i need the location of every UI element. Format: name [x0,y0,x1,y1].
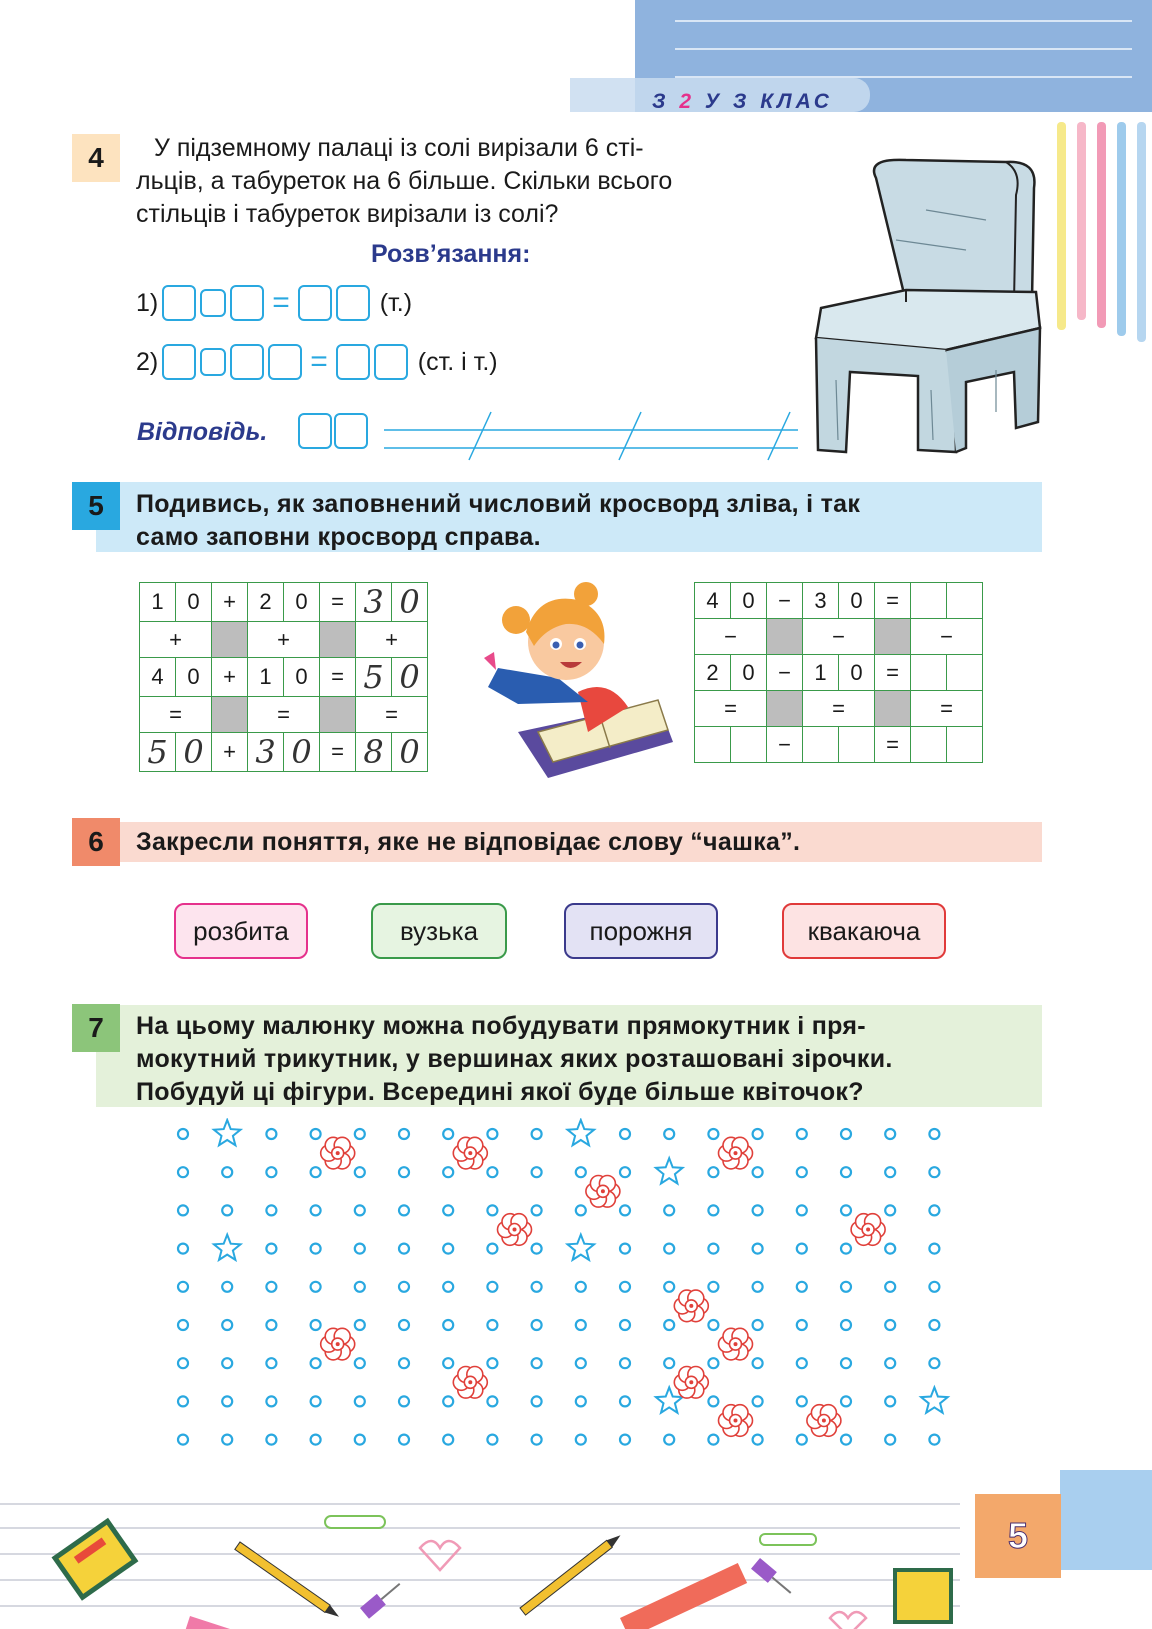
girl-reading-illustration [478,582,678,784]
blocked-cell [320,697,356,733]
grid-dot[interactable] [664,1435,674,1445]
word-chip-rozbyta[interactable]: розбита [174,903,308,959]
grid-dot[interactable] [355,1435,365,1445]
chalk-stripe [1137,122,1146,342]
grid-dot[interactable] [929,1129,939,1139]
grid-dot[interactable] [708,1244,718,1254]
crossword-cell[interactable] [947,727,983,763]
grid-dot[interactable] [753,1435,763,1445]
crossword-operator: = [248,697,320,733]
grid-dot[interactable] [929,1167,939,1177]
grid-dot[interactable] [620,1129,630,1139]
grid-dot[interactable] [266,1167,276,1177]
grid-dot[interactable] [443,1435,453,1445]
star-vertex[interactable] [921,1387,948,1412]
flower-icon [674,1367,708,1399]
grid-dot[interactable] [532,1167,542,1177]
grid-dot[interactable] [664,1129,674,1139]
answer-box[interactable] [162,285,196,321]
crossword-cell: − [767,655,803,691]
crossword-operator: + [140,622,212,658]
flower-icon [807,1405,841,1437]
crossword-operator: − [803,619,875,655]
notebook-icon [55,1521,135,1597]
crossword-cell: 3 [803,583,839,619]
operator-box[interactable] [200,289,226,317]
step-2-unit: (ст. і т.) [417,347,498,376]
answer-box[interactable] [298,413,332,449]
grid-dot[interactable] [841,1396,851,1406]
grid-dot[interactable] [797,1435,807,1445]
grid-dot[interactable] [266,1205,276,1215]
grid-dot[interactable] [178,1205,188,1215]
grid-dot[interactable] [443,1358,453,1368]
grid-dot[interactable] [885,1129,895,1139]
grid-dot[interactable] [355,1358,365,1368]
crossword-cell: 0 [392,658,428,697]
crossword-cell: − [767,727,803,763]
grid-dot[interactable] [841,1435,851,1445]
grid-dot[interactable] [178,1358,188,1368]
crossword-cell: 3 [248,733,284,772]
grid-dot[interactable] [841,1358,851,1368]
grid-dot[interactable] [885,1205,895,1215]
answer-box[interactable] [230,285,264,321]
grid-dot[interactable] [266,1282,276,1292]
word-chip-porozhnia[interactable]: порожня [564,903,718,959]
crossword-cell: 5 [356,658,392,697]
answer-label: Відповідь. [137,418,268,446]
star-vertex[interactable] [656,1158,683,1183]
salt-chair-illustration [806,150,1046,455]
grid-dot[interactable] [576,1282,586,1292]
grid-dot[interactable] [355,1282,365,1292]
crossword-cell: 0 [731,655,767,691]
crossword-cell: + [212,583,248,622]
blocked-cell [875,691,911,727]
crossword-cell: 0 [839,655,875,691]
grid-dot[interactable] [311,1435,321,1445]
crossword-cell: 1 [140,583,176,622]
grid-dot[interactable] [708,1435,718,1445]
grid-dot[interactable] [885,1282,895,1292]
grid-dot[interactable] [443,1205,453,1215]
grid-dot[interactable] [576,1205,586,1215]
grid-dot[interactable] [443,1320,453,1330]
grid-dot[interactable] [399,1129,409,1139]
grid-dot[interactable] [753,1358,763,1368]
grid-dot[interactable] [753,1320,763,1330]
answer-boxes [298,413,368,449]
grid-dot[interactable] [355,1205,365,1215]
solution-step-2 [136,344,498,380]
header-title: З 2 У З КЛАС [652,90,833,113]
grid-dot[interactable] [311,1358,321,1368]
grid-dot[interactable] [620,1396,630,1406]
grid-dot[interactable] [487,1282,497,1292]
crossword-cell: 0 [176,583,212,622]
answer-box[interactable] [374,344,408,380]
grid-dot[interactable] [929,1244,939,1254]
grid-dot[interactable] [929,1435,939,1445]
crossword-right[interactable] [694,582,983,763]
grid-dot[interactable] [222,1358,232,1368]
grid-dot[interactable] [929,1358,939,1368]
grid-dot[interactable] [929,1320,939,1330]
grid-dot[interactable] [222,1282,232,1292]
page-number: 5 [975,1494,1061,1578]
grid-dot[interactable] [929,1282,939,1292]
grid-dot[interactable] [443,1167,453,1177]
blocked-cell [767,691,803,727]
grid-dot[interactable] [841,1167,851,1177]
crossword-cell[interactable] [839,727,875,763]
grid-dot[interactable] [311,1282,321,1292]
grid-dot[interactable] [620,1244,630,1254]
crossword-cell[interactable] [911,655,947,691]
solution-step-1 [136,285,412,321]
dot-grid[interactable] [170,1118,970,1468]
crossword-cell: 4 [140,658,176,697]
crossword-cell: 2 [695,655,731,691]
blocked-cell [320,622,356,658]
task-5-badge: 5 [72,482,120,530]
grid-dot[interactable] [664,1282,674,1292]
grid-dot[interactable] [487,1244,497,1254]
blocked-cell [212,697,248,733]
crossword-cell[interactable] [947,583,983,619]
solution-label: Розв’язання: [371,240,531,268]
grid-dot[interactable] [178,1167,188,1177]
star-vertex[interactable] [214,1120,241,1145]
grid-dot[interactable] [532,1129,542,1139]
grid-dot[interactable] [841,1129,851,1139]
step-2-label: 2) [136,347,159,376]
crossword-left [139,582,428,772]
crossword-cell: 1 [803,655,839,691]
grid-dot[interactable] [443,1282,453,1292]
grid-dot[interactable] [797,1167,807,1177]
crossword-operator: − [695,619,767,655]
grid-dot[interactable] [797,1396,807,1406]
grid-dot[interactable] [178,1129,188,1139]
crossword-cell: 0 [392,583,428,622]
grid-dot[interactable] [708,1320,718,1330]
grid-dot[interactable] [178,1282,188,1292]
grid-dot[interactable] [178,1320,188,1330]
crossword-operator: = [695,691,767,727]
grid-dot[interactable] [532,1205,542,1215]
blocked-cell [767,619,803,655]
flower-icon [719,1328,753,1360]
crossword-cell: 3 [356,583,392,622]
grid-dot[interactable] [620,1358,630,1368]
grid-dot[interactable] [532,1282,542,1292]
flower-icon [321,1137,355,1169]
grid-dot[interactable] [178,1396,188,1406]
grid-dot[interactable] [399,1244,409,1254]
grid-dot[interactable] [399,1435,409,1445]
grid-dot[interactable] [708,1358,718,1368]
task-7-badge: 7 [72,1004,120,1052]
grid-dot[interactable] [576,1396,586,1406]
crossword-operator: = [356,697,428,733]
grid-dot[interactable] [841,1244,851,1254]
step-1-unit: (т.) [379,288,413,317]
crossword-operator: = [140,697,212,733]
chalk-stripe [1117,122,1126,336]
flower-icon [851,1214,885,1246]
crossword-cell: 2 [248,583,284,622]
grid-dot[interactable] [797,1244,807,1254]
crossword-cell: 0 [176,733,212,772]
grid-dot[interactable] [443,1129,453,1139]
grid-dot[interactable] [708,1167,718,1177]
operator-box[interactable] [200,348,226,376]
crossword-cell: = [875,727,911,763]
grid-dot[interactable] [753,1282,763,1292]
crossword-cell: 0 [176,658,212,697]
flower-icon [719,1137,753,1169]
grid-dot[interactable] [664,1358,674,1368]
answer-box[interactable] [268,344,302,380]
crossword-operator: + [356,622,428,658]
flower-icon [498,1214,532,1246]
grid-dot[interactable] [620,1282,630,1292]
crossword-cell: = [875,583,911,619]
flower-icon [586,1176,620,1208]
grid-dot[interactable] [841,1320,851,1330]
grid-dot[interactable] [266,1320,276,1330]
grid-dot[interactable] [885,1320,895,1330]
grid-dot[interactable] [399,1320,409,1330]
grid-dot[interactable] [620,1320,630,1330]
equals-sign: = [310,345,328,378]
crossword-cell[interactable] [911,583,947,619]
grid-dot[interactable] [399,1282,409,1292]
star-vertex[interactable] [568,1120,595,1145]
flower-icon [674,1290,708,1322]
star-vertex[interactable] [214,1235,241,1260]
crossword-cell: + [212,733,248,772]
grid-dot[interactable] [487,1129,497,1139]
grid-dot[interactable] [708,1396,718,1406]
task-4-badge: 4 [72,134,120,182]
crossword-cell[interactable] [695,727,731,763]
grid-dot[interactable] [355,1244,365,1254]
grid-dot[interactable] [443,1244,453,1254]
grid-dot[interactable] [797,1320,807,1330]
grid-dot[interactable] [355,1320,365,1330]
grid-dot[interactable] [708,1129,718,1139]
grid-dot[interactable] [355,1129,365,1139]
crossword-cell: 8 [356,733,392,772]
task-7-text: На цьому малюнку можна побудувати прямокутник і пря- мокутний трикутник, у вершинах яких розташовані зірочки. Побудуй ці фігури. Всередині якої буде більше квіточок? [136,1012,893,1106]
grid-dot[interactable] [178,1435,188,1445]
answer-box[interactable] [336,344,370,380]
grid-dot[interactable] [355,1396,365,1406]
grid-dot[interactable] [222,1320,232,1330]
grid-dot[interactable] [311,1129,321,1139]
grid-dot[interactable] [399,1205,409,1215]
page-corner-brush [1060,1470,1152,1570]
grid-dot[interactable] [841,1282,851,1292]
crossword-cell: 0 [731,583,767,619]
blocked-cell [212,622,248,658]
grid-dot[interactable] [222,1205,232,1215]
grid-dot[interactable] [753,1244,763,1254]
answer-box[interactable] [336,285,370,321]
grid-dot[interactable] [266,1435,276,1445]
crossword-cell: 0 [284,583,320,622]
crossword-operator: = [911,691,983,727]
answer-box[interactable] [334,413,368,449]
crossword-operator: − [911,619,983,655]
grid-dot[interactable] [664,1244,674,1254]
grid-dot[interactable] [929,1205,939,1215]
grid-dot[interactable] [487,1205,497,1215]
crossword-cell: 0 [284,658,320,697]
grid-dot[interactable] [620,1167,630,1177]
crossword-cell: = [320,733,356,772]
crossword-cell[interactable] [911,727,947,763]
word-chip-vuzka[interactable]: вузька [371,903,507,959]
grid-dot[interactable] [620,1435,630,1445]
grid-dot[interactable] [399,1167,409,1177]
chalk-stripe [1077,122,1086,320]
crossword-operator: = [803,691,875,727]
word-chip-kvakaiucha[interactable]: квакаюча [782,903,946,959]
grid-dot[interactable] [532,1320,542,1330]
grid-dot[interactable] [311,1205,321,1215]
blocked-cell [875,619,911,655]
grid-dot[interactable] [841,1205,851,1215]
grid-dot[interactable] [222,1435,232,1445]
grid-dot[interactable] [664,1320,674,1330]
task-6-text: Закресли поняття, яке не відповідає слову “чашка”. [136,828,801,856]
answer-lines[interactable] [378,408,798,464]
grid-dot[interactable] [311,1167,321,1177]
grid-dot[interactable] [532,1358,542,1368]
grid-dot[interactable] [885,1358,895,1368]
crossword-cell: = [320,583,356,622]
grid-dot[interactable] [753,1396,763,1406]
task-6-badge: 6 [72,818,120,866]
grid-dot[interactable] [753,1167,763,1177]
grid-dot[interactable] [576,1435,586,1445]
crossword-cell: = [875,655,911,691]
grid-dot[interactable] [708,1205,718,1215]
crossword-cell: 1 [248,658,284,697]
grid-dot[interactable] [443,1396,453,1406]
grid-dot[interactable] [266,1129,276,1139]
answer-box[interactable] [162,344,196,380]
grid-dot[interactable] [576,1320,586,1330]
grid-dot[interactable] [487,1396,497,1406]
grid-dot[interactable] [753,1129,763,1139]
chalk-stripe [1097,122,1106,328]
task-5-text: Подивись, як заповнений числовий кросворд зліва, і так само заповни кросворд справа. [136,490,861,551]
crossword-cell[interactable] [947,655,983,691]
grid-dot[interactable] [355,1167,365,1177]
grid-dot[interactable] [797,1282,807,1292]
grid-dot[interactable] [178,1244,188,1254]
grid-dot[interactable] [487,1320,497,1330]
grid-dot[interactable] [576,1358,586,1368]
flower-icon [453,1137,487,1169]
crossword-cell: + [212,658,248,697]
grid-dot[interactable] [487,1358,497,1368]
grid-dot[interactable] [311,1244,321,1254]
grid-dot[interactable] [266,1358,276,1368]
crossword-cell: 0 [839,583,875,619]
grid-dot[interactable] [797,1358,807,1368]
flower-icon [719,1405,753,1437]
grid-dot[interactable] [532,1244,542,1254]
grid-dot[interactable] [797,1129,807,1139]
crossword-cell[interactable] [803,727,839,763]
grid-dot[interactable] [885,1244,895,1254]
star-vertex[interactable] [568,1235,595,1260]
grid-dot[interactable] [885,1435,895,1445]
grid-dot[interactable] [753,1205,763,1215]
answer-box[interactable] [230,344,264,380]
grid-dot[interactable] [708,1282,718,1292]
grid-dot[interactable] [266,1396,276,1406]
grid-dot[interactable] [311,1396,321,1406]
grid-dot[interactable] [797,1205,807,1215]
crossword-cell: − [767,583,803,619]
crossword-cell: 0 [284,733,320,772]
crossword-cell: = [320,658,356,697]
grid-dot[interactable] [664,1205,674,1215]
flower-icon [453,1367,487,1399]
grid-dot[interactable] [222,1396,232,1406]
grid-dot[interactable] [532,1396,542,1406]
flower-icon [321,1328,355,1360]
crossword-cell: 5 [140,733,176,772]
equals-sign: = [272,286,290,319]
grid-dot[interactable] [399,1358,409,1368]
crossword-operator: + [248,622,320,658]
answer-box[interactable] [298,285,332,321]
grid-dot[interactable] [311,1320,321,1330]
crossword-cell: 0 [392,733,428,772]
step-1-label: 1) [136,288,159,317]
grid-dot[interactable] [266,1244,276,1254]
grid-dot[interactable] [222,1167,232,1177]
crossword-cell[interactable] [731,727,767,763]
grid-dot[interactable] [620,1205,630,1215]
grid-dot[interactable] [885,1167,895,1177]
grid-dot[interactable] [532,1435,542,1445]
grid-dot[interactable] [399,1396,409,1406]
grid-dot[interactable] [487,1435,497,1445]
grid-dot[interactable] [885,1396,895,1406]
crossword-cell: 4 [695,583,731,619]
grid-dot[interactable] [487,1167,497,1177]
chalk-stripe [1057,122,1066,330]
grid-dot[interactable] [576,1167,586,1177]
task-4-text: У підземному палаці із солі вирізали 6 сті- льців, а табуреток на 6 більше. Скільки всього стільців і табуреток вирізали із солі? [136,134,673,228]
